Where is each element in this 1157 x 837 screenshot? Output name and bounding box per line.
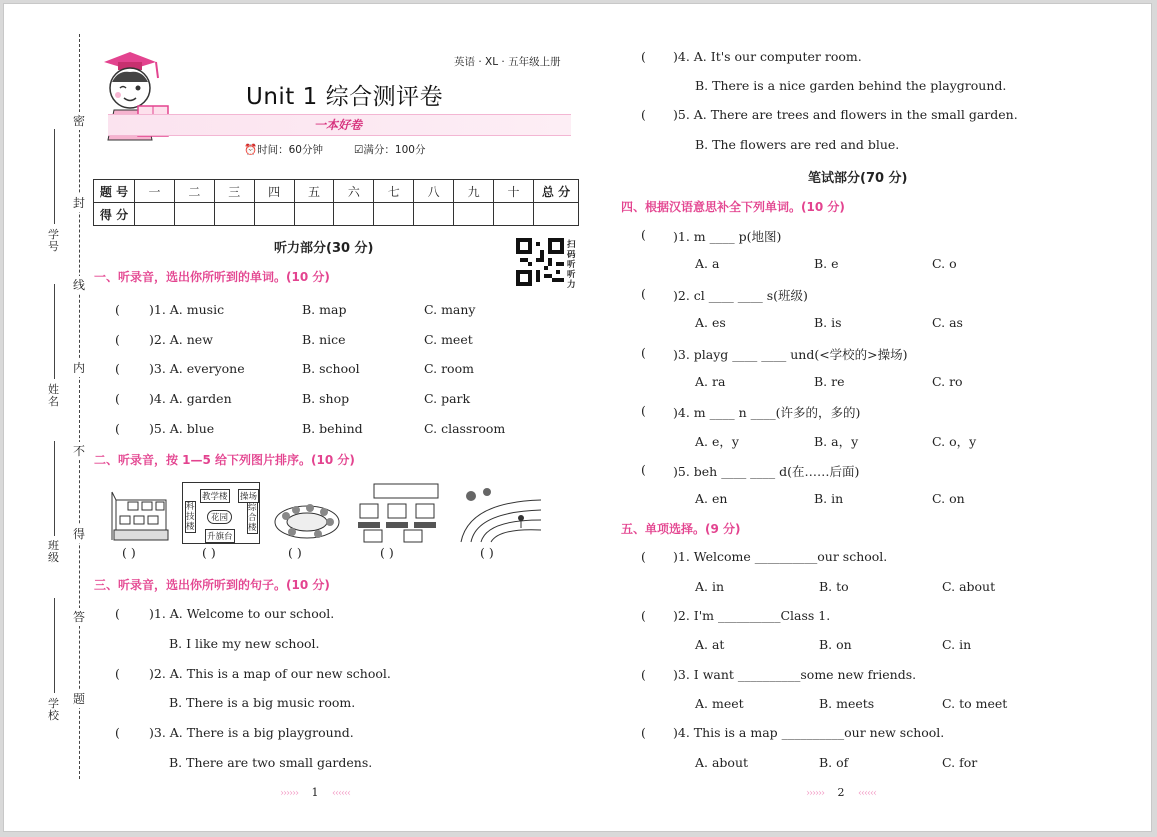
option-c: C. in: [942, 637, 972, 652]
score-input-cell[interactable]: [534, 203, 579, 226]
name-write-line[interactable]: [54, 284, 55, 379]
score-input-cell[interactable]: [135, 203, 175, 226]
map-label: 操场: [238, 489, 259, 503]
order-blank[interactable]: ( ): [380, 545, 394, 560]
table-cell: 八: [414, 180, 454, 203]
question-option-a: )1. A. music: [149, 302, 225, 317]
option-a: A. e，y: [695, 434, 739, 449]
score-table-header-row: [94, 180, 579, 203]
map-label: 花园: [207, 510, 232, 524]
option-b: B. re: [814, 374, 845, 389]
table-cell: 六: [334, 180, 374, 203]
binding-char: 不: [73, 444, 86, 458]
map-label: 综合楼: [248, 503, 257, 533]
option-b: B. e: [814, 256, 839, 271]
table-cell: 总 分: [534, 180, 579, 203]
score-table-score-row: [94, 203, 579, 226]
option-a: A. es: [695, 315, 726, 330]
option-b: B. of: [819, 755, 849, 770]
binding-char: 得: [73, 527, 86, 541]
sentence-option-a: )2. A. This is a map of our new school.: [149, 666, 391, 681]
option-b: B. on: [819, 637, 852, 652]
written-heading: 笔试部分(70 分): [808, 171, 908, 186]
answer-paren[interactable]: (: [641, 403, 646, 418]
score-input-cell[interactable]: [174, 203, 214, 226]
answer-paren[interactable]: (: [115, 606, 120, 621]
exam-sheet: [3, 3, 1152, 832]
page-number: 2: [837, 786, 845, 799]
table-cell: 二: [174, 180, 214, 203]
question-option-c: C. meet: [424, 332, 473, 347]
order-blank[interactable]: ( ): [202, 545, 216, 560]
option-c: C. as: [932, 315, 963, 330]
binding-char: 内: [73, 361, 86, 375]
table-cell: 五: [294, 180, 334, 203]
class-write-line[interactable]: [54, 441, 55, 536]
section-1-title: 一、听录音，选出你所听到的单词。(10 分): [94, 270, 330, 284]
score-input-cell[interactable]: [294, 203, 334, 226]
binding-char: 线: [73, 278, 86, 292]
map-label: 教学楼: [200, 489, 230, 503]
option-a: A. ra: [695, 374, 726, 389]
option-c: C. about: [942, 579, 996, 594]
question-option-c: C. many: [424, 302, 476, 317]
option-a: A. at: [695, 637, 725, 652]
sentence-option-b: B. The flowers are red and blue.: [695, 137, 900, 152]
option-c: C. to meet: [942, 696, 1008, 711]
score-input-cell[interactable]: [334, 203, 374, 226]
binding-dashed-line: [79, 34, 80, 779]
score-input-cell[interactable]: [214, 203, 254, 226]
name-write-line[interactable]: [54, 129, 55, 224]
table-cell: 九: [454, 180, 494, 203]
score-input-cell[interactable]: [414, 203, 454, 226]
answer-paren[interactable]: (: [115, 391, 120, 406]
answer-paren[interactable]: (: [115, 725, 120, 740]
question-text: )5. beh ____ ____ d(在……后面): [673, 464, 860, 479]
school-label: 学校: [48, 697, 59, 722]
question-text: )3. I want __________some new friends.: [673, 667, 917, 682]
section-3-title: 三、听录音，选出你所听到的句子。(10 分): [94, 578, 330, 592]
option-b: B. meets: [819, 696, 875, 711]
option-b: B. is: [814, 315, 842, 330]
binding-char: 密: [73, 114, 86, 128]
answer-paren[interactable]: (: [115, 421, 120, 436]
section-5-title: 五、单项选择。(9 分): [621, 522, 741, 536]
page-title: Unit 1 综合测评卷: [246, 84, 444, 110]
option-a: A. in: [695, 579, 725, 594]
answer-paren[interactable]: (: [641, 608, 646, 623]
question-text: )3. playg ____ ____ und(<学校的>操场): [673, 347, 908, 362]
question-option-b: B. shop: [302, 391, 350, 406]
score-info: ☑满分：100分: [354, 144, 426, 156]
table-cell: 题 号: [94, 180, 135, 203]
order-blank[interactable]: ( ): [288, 545, 302, 560]
brand-logo: 一本好卷: [314, 118, 363, 132]
sentence-option-a: )5. A. There are trees and flowers in the small garden.: [673, 107, 1018, 122]
question-option-c: C. classroom: [424, 421, 506, 436]
score-input-cell[interactable]: [494, 203, 534, 226]
answer-paren[interactable]: (: [115, 302, 120, 317]
arrow-right-icon: ››››››: [280, 788, 298, 799]
student-id-label: 学号: [48, 228, 59, 253]
score-table: [93, 179, 579, 226]
option-a: A. a: [695, 256, 720, 271]
question-option-b: B. map: [302, 302, 347, 317]
option-c: C. on: [932, 491, 965, 506]
table-cell: 七: [374, 180, 414, 203]
option-c: C. ro: [932, 374, 963, 389]
computer-room-picture-icon: [354, 482, 446, 544]
sentence-option-b: B. There is a big music room.: [169, 695, 356, 710]
question-option-a: )3. A. everyone: [149, 361, 245, 376]
score-input-cell[interactable]: [454, 203, 494, 226]
answer-paren[interactable]: (: [641, 227, 646, 242]
question-option-b: B. school: [302, 361, 360, 376]
arrow-right-icon: ››››››: [806, 788, 824, 799]
page-number: 1: [311, 786, 319, 799]
option-a: A. en: [695, 491, 728, 506]
answer-paren[interactable]: (: [641, 345, 646, 360]
table-cell: 得 分: [94, 203, 135, 226]
question-text: )2. cl ____ ____ s(班级): [673, 288, 808, 303]
school-write-line[interactable]: [54, 598, 55, 693]
answer-paren[interactable]: (: [641, 549, 646, 564]
check-icon: ☑: [354, 144, 364, 156]
school-map-picture: [182, 482, 260, 544]
page-number-footer: [806, 786, 876, 799]
question-option-c: C. park: [424, 391, 471, 406]
question-option-b: B. behind: [302, 421, 363, 436]
option-c: C. o，y: [932, 434, 977, 449]
answer-paren[interactable]: (: [115, 332, 120, 347]
option-a: A. meet: [695, 696, 744, 711]
name-label: 姓名: [48, 383, 59, 408]
question-text: )4. This is a map __________our new school.: [673, 725, 945, 740]
answer-paren[interactable]: (: [641, 286, 646, 301]
qr-caption: 扫码听听力: [567, 240, 576, 290]
sentence-option-b: B. I like my new school.: [169, 636, 320, 651]
question-option-a: )2. A. new: [149, 332, 213, 347]
table-cell: 十: [494, 180, 534, 203]
answer-paren[interactable]: (: [641, 462, 646, 477]
option-a: A. about: [695, 755, 749, 770]
option-b: B. a，y: [814, 434, 859, 449]
question-text: )1. Welcome __________our school.: [673, 549, 888, 564]
order-blank[interactable]: ( ): [122, 545, 136, 560]
sentence-option-a: )1. A. Welcome to our school.: [149, 606, 335, 621]
question-text: )2. I'm __________Class 1.: [673, 608, 831, 623]
sentence-option-a: )3. A. There is a big playground.: [149, 725, 354, 740]
binding-char: 封: [73, 196, 86, 210]
clock-icon: ⏰: [244, 144, 258, 156]
series-label: 英语 · XL · 五年级上册: [454, 56, 561, 68]
option-c: C. o: [932, 256, 957, 271]
table-cell: 三: [214, 180, 254, 203]
answer-paren[interactable]: (: [115, 361, 120, 376]
map-label: 升旗台: [205, 529, 235, 543]
answer-paren[interactable]: (: [641, 107, 646, 122]
playground-picture-icon: [459, 482, 543, 544]
binding-char: 题: [73, 692, 86, 706]
score-input-cell[interactable]: [374, 203, 414, 226]
question-option-c: C. room: [424, 361, 474, 376]
sentence-option-a: )4. A. It's our computer room.: [673, 49, 862, 64]
page-number-footer: [280, 786, 350, 799]
option-b: B. in: [814, 491, 844, 506]
table-cell: 四: [254, 180, 294, 203]
score-input-cell[interactable]: [254, 203, 294, 226]
answer-paren[interactable]: (: [115, 666, 120, 681]
arrow-left-icon: ‹‹‹‹‹‹: [332, 788, 350, 799]
answer-paren[interactable]: (: [641, 49, 646, 64]
qr-code-icon[interactable]: [516, 238, 564, 286]
section-4-title: 四、根据汉语意思补全下列单词。(10 分): [621, 200, 845, 214]
sentence-option-b: B. There are two small gardens.: [169, 755, 373, 770]
option-c: C. for: [942, 755, 978, 770]
question-option-a: )4. A. garden: [149, 391, 232, 406]
answer-paren[interactable]: (: [641, 725, 646, 740]
class-label: 班级: [48, 539, 59, 564]
time-info: ⏰时间：60分钟: [244, 144, 323, 156]
table-cell: 一: [135, 180, 175, 203]
question-text: )1. m ____ p(地图): [673, 229, 782, 244]
arrow-left-icon: ‹‹‹‹‹‹: [858, 788, 876, 799]
building-picture-icon: [110, 482, 170, 544]
question-option-a: )5. A. blue: [149, 421, 215, 436]
binding-char: 答: [73, 610, 86, 624]
order-blank[interactable]: ( ): [480, 545, 494, 560]
answer-paren[interactable]: (: [641, 667, 646, 682]
question-text: )4. m ____ n ____(许多的，多的): [673, 405, 861, 420]
sentence-option-b: B. There is a nice garden behind the playground.: [695, 78, 1007, 93]
section-2-title: 二、听录音，按 1—5 给下列图片排序。(10 分): [94, 453, 355, 467]
listening-heading: 听力部分(30 分): [274, 241, 374, 256]
option-b: B. to: [819, 579, 849, 594]
map-label: 科技楼: [186, 502, 195, 532]
garden-picture-icon: [272, 482, 342, 544]
question-option-b: B. nice: [302, 332, 346, 347]
